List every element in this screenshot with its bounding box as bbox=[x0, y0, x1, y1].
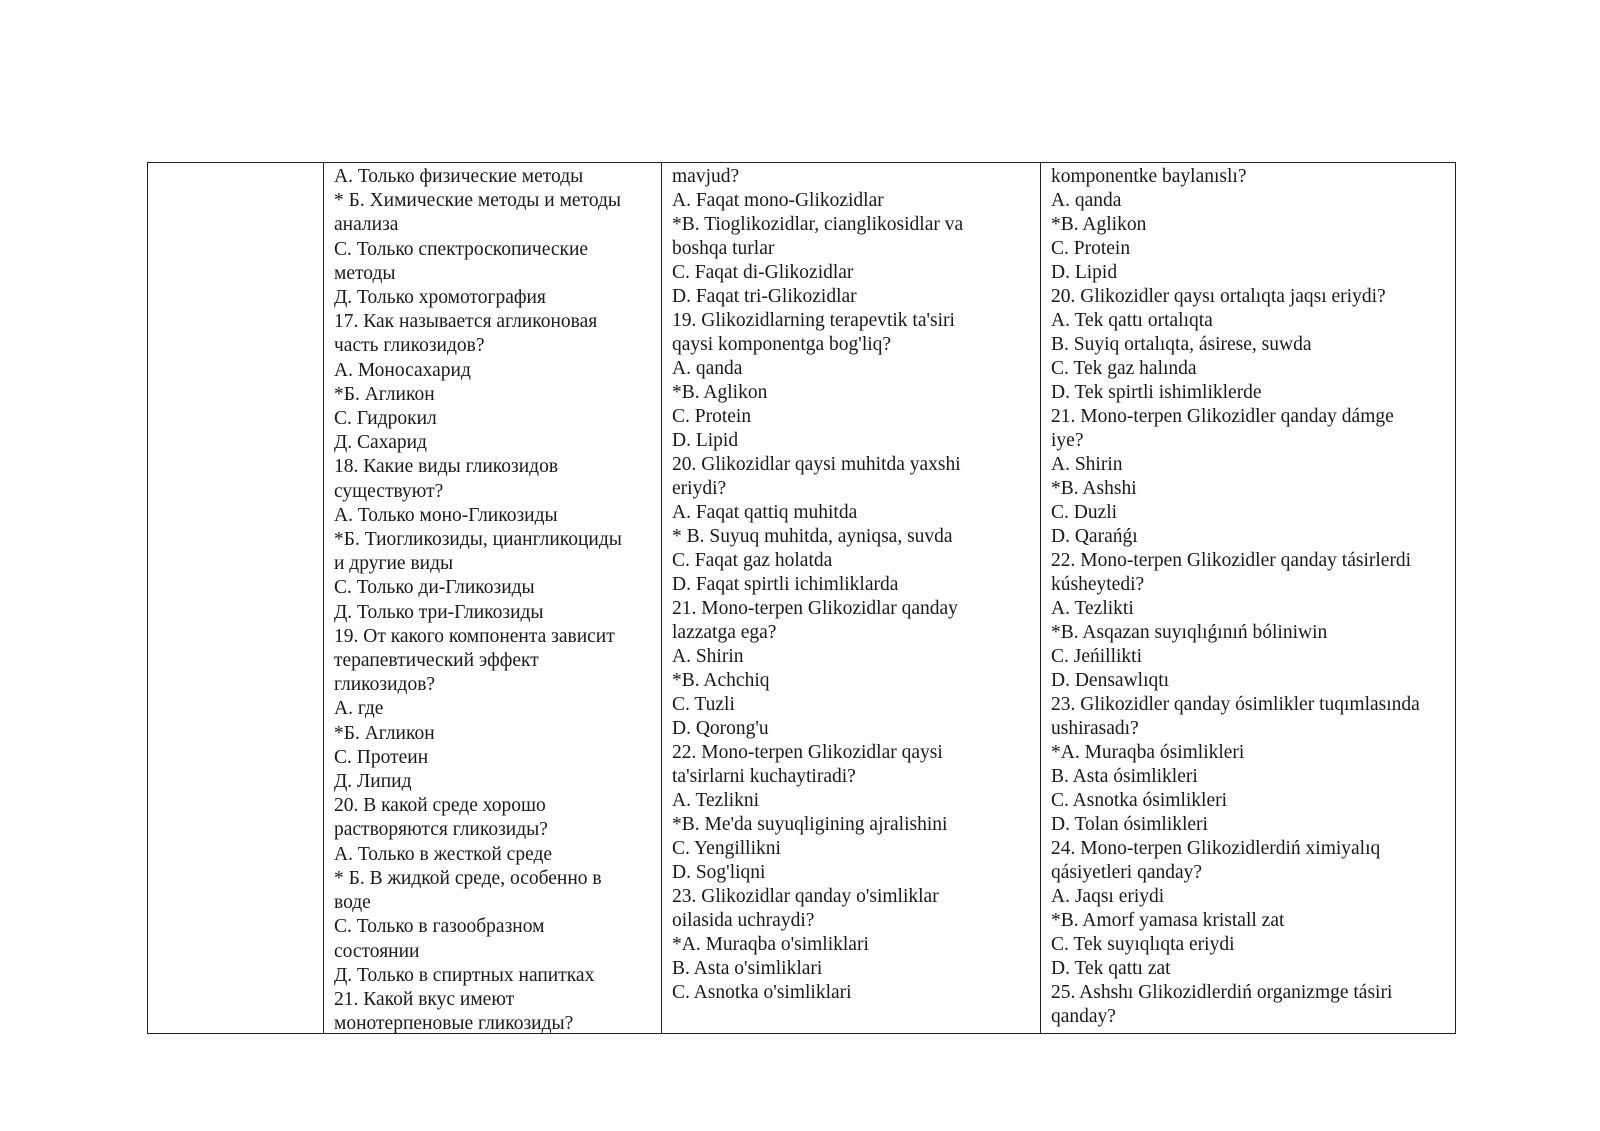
text-line: D. Tek qattı zat bbox=[1051, 958, 1171, 979]
text-line: oilasida uchraydi? bbox=[672, 910, 815, 931]
text-line: D. Qarańǵı bbox=[1051, 526, 1138, 547]
text-line: C. Jeńillikti bbox=[1051, 646, 1143, 667]
text-line: 21. Mono-terpen Glikozidler qanday dámge bbox=[1051, 406, 1394, 427]
text-line: 24. Mono-terpen Glikozidlerdiń ximiyalıq bbox=[1051, 838, 1381, 859]
text-line: C. Asnotka ósimlikleri bbox=[1051, 790, 1228, 811]
text-line: A. Faqat mono-Glikozidlar bbox=[672, 190, 884, 211]
text-line: А. Моносахарид bbox=[334, 359, 471, 381]
text-line: qásiyetleri qanday? bbox=[1051, 862, 1203, 883]
text-line: А. Только моно-Гликозиды bbox=[334, 504, 558, 526]
text-line: A. Shirin bbox=[1051, 454, 1123, 475]
text-line: Д. Только три-Гликозиды bbox=[334, 601, 544, 623]
text-line: ta'sirlarni kuchaytiradi? bbox=[672, 766, 856, 787]
text-line: kúsheytedi? bbox=[1051, 574, 1145, 595]
text-line: C. Tek gaz halında bbox=[1051, 358, 1197, 379]
text-line: Д. Только в спиртных напитках bbox=[334, 964, 595, 986]
text-line: lazzatga ega? bbox=[672, 622, 777, 643]
text-line: * B. Suyuq muhitda, ayniqsa, suvda bbox=[672, 526, 953, 547]
text-line: 20. Glikozidler qaysı ortalıqta jaqsı eriydi? bbox=[1051, 286, 1386, 307]
text-line: Д. Только хромотография bbox=[334, 287, 546, 309]
text-line: *A. Muraqba o'simliklari bbox=[672, 934, 869, 955]
text-line: часть гликозидов? bbox=[334, 335, 485, 357]
text-line: D. Faqat tri-Glikozidlar bbox=[672, 286, 857, 307]
text-line: 23. Glikozidler qanday ósimlikler tuqımlasında bbox=[1051, 694, 1420, 715]
text-line: A. qanda bbox=[672, 358, 743, 379]
text-line: C. Protein bbox=[1051, 238, 1131, 259]
text-line: терапевтический эффект bbox=[334, 650, 539, 672]
text-line: воде bbox=[334, 892, 371, 914]
text-line: * Б. Химические методы и методы bbox=[334, 190, 622, 212]
text-line: C. Tuzli bbox=[672, 694, 735, 715]
text-line: гликозидов? bbox=[334, 674, 436, 696]
text-line: С. Только в газообразном bbox=[334, 916, 545, 938]
text-line: *B. Amorf yamasa kristall zat bbox=[1051, 910, 1285, 931]
text-line: D. Faqat spirtli ichimliklarda bbox=[672, 574, 899, 595]
text-line: eriydi? bbox=[672, 478, 727, 499]
text-line: ushirasadı? bbox=[1051, 718, 1139, 739]
text-line: C. Protein bbox=[672, 406, 752, 427]
text-line: 17. Как называется агликоновая bbox=[334, 311, 598, 333]
text-line: *B. Me'da suyuqligining ajralishini bbox=[672, 814, 948, 835]
text-line: С. Только спектроскопические bbox=[334, 238, 589, 260]
text-line: A. Faqat qattiq muhitda bbox=[672, 502, 858, 523]
text-line: А. Только в жесткой среде bbox=[334, 843, 553, 865]
text-line: С. Только ди-Гликозиды bbox=[334, 577, 535, 599]
text-line: A. Jaqsı eriydi bbox=[1051, 886, 1165, 907]
text-line: iye? bbox=[1051, 430, 1084, 451]
text-line: C. Tek suyıqlıqta eriydi bbox=[1051, 934, 1235, 955]
text-line: komponentke baylanıslı? bbox=[1051, 166, 1247, 187]
text-line: D. Densawlıqtı bbox=[1051, 670, 1170, 691]
text-line: A. Tezlikni bbox=[672, 790, 760, 811]
text-line: * Б. В жидкой среде, особенно в bbox=[334, 867, 602, 889]
text-line: С. Гидрокил bbox=[334, 408, 437, 430]
text-line: *B. Aglikon bbox=[1051, 214, 1147, 235]
text-line: D. Sog'liqni bbox=[672, 862, 766, 883]
text-line: D. Qorong'u bbox=[672, 718, 769, 739]
text-line: *B. Aglikon bbox=[672, 382, 768, 403]
text-line: 19. Glikozidlarning terapevtik ta'siri bbox=[672, 310, 955, 331]
text-line: B. Suyiq ortalıqta, ásirese, suwda bbox=[1051, 334, 1312, 355]
text-line: D. Lipid bbox=[1051, 262, 1118, 283]
table-cell-uzbek bbox=[662, 163, 1041, 1033]
text-line: методы bbox=[334, 262, 396, 284]
text-line: C. Duzli bbox=[1051, 502, 1118, 523]
text-line: *B. Asqazan suyıqlıǵınıń bóliniwin bbox=[1051, 622, 1328, 643]
text-line: A. Tek qattı ortalıqta bbox=[1051, 310, 1213, 331]
text-line: существуют? bbox=[334, 480, 444, 502]
text-line: 22. Mono-terpen Glikozidlar qaysi bbox=[672, 742, 943, 763]
text-line: 25. Ashshı Glikozidlerdiń organizmge tásiri bbox=[1051, 982, 1393, 1003]
text-line: boshqa turlar bbox=[672, 238, 775, 259]
question-table bbox=[147, 162, 1456, 1034]
text-line: С. Протеин bbox=[334, 746, 429, 768]
text-line: А. где bbox=[334, 698, 384, 720]
text-line: А. Только физические методы bbox=[334, 166, 584, 187]
text-line: C. Asnotka o'simliklari bbox=[672, 982, 852, 1003]
text-line: *B. Tioglikozidlar, cianglikosidlar va bbox=[672, 214, 964, 235]
text-line: 19. От какого компонента зависит bbox=[334, 625, 615, 647]
text-line: C. Yengillikni bbox=[672, 838, 781, 859]
table-cell-empty bbox=[148, 163, 324, 1033]
text-line: Д. Сахарид bbox=[334, 432, 427, 454]
text-line: состоянии bbox=[334, 940, 420, 962]
text-line: *Б. Агликон bbox=[334, 722, 435, 744]
text-line: qaysi komponentga bog'liq? bbox=[672, 334, 892, 355]
text-line: B. Asta ósimlikleri bbox=[1051, 766, 1198, 787]
text-line: mavjud? bbox=[672, 166, 740, 187]
text-line: 18. Какие виды гликозидов bbox=[334, 456, 559, 478]
text-line: C. Faqat gaz holatda bbox=[672, 550, 833, 571]
text-line: 20. Glikozidlar qaysi muhitda yaxshi bbox=[672, 454, 961, 475]
text-line: *A. Muraqba ósimlikleri bbox=[1051, 742, 1245, 763]
text-line: C. Faqat di-Glikozidlar bbox=[672, 262, 854, 283]
text-line: A. Shirin bbox=[672, 646, 744, 667]
text-line: *B. Ashshi bbox=[1051, 478, 1137, 499]
text-line: D. Tolan ósimlikleri bbox=[1051, 814, 1208, 835]
text-line: A. Tezlikti bbox=[1051, 598, 1134, 619]
text-line: анализа bbox=[334, 214, 399, 236]
text-line: монотерпеновые гликозиды? bbox=[334, 1013, 574, 1033]
text-line: 21. Mono-terpen Glikozidlar qanday bbox=[672, 598, 958, 619]
text-line: *Б. Агликон bbox=[334, 383, 435, 405]
text-line: 20. В какой среде хорошо bbox=[334, 795, 546, 817]
table-cell-karakalpak bbox=[1041, 163, 1455, 1033]
text-line: 22. Mono-terpen Glikozidler qanday tásirlerdi bbox=[1051, 550, 1412, 571]
table-cell-russian bbox=[324, 163, 662, 1033]
text-line: D. Tek spirtli ishimliklerde bbox=[1051, 382, 1262, 403]
text-line: растворяются гликозиды? bbox=[334, 819, 548, 841]
text-line: D. Lipid bbox=[672, 430, 739, 451]
text-line: и другие виды bbox=[334, 553, 454, 575]
text-line: *Б. Тиогликозиды, циангликоциды bbox=[334, 529, 622, 551]
text-line: qanday? bbox=[1051, 1006, 1116, 1027]
text-line: 23. Glikozidlar qanday o'simliklar bbox=[672, 886, 939, 907]
text-line: B. Asta o'simliklari bbox=[672, 958, 823, 979]
text-line: *B. Achchiq bbox=[672, 670, 770, 691]
text-line: 21. Какой вкус имеют bbox=[334, 988, 515, 1010]
text-line: A. qanda bbox=[1051, 190, 1122, 211]
text-line: Д. Липид bbox=[334, 771, 412, 793]
